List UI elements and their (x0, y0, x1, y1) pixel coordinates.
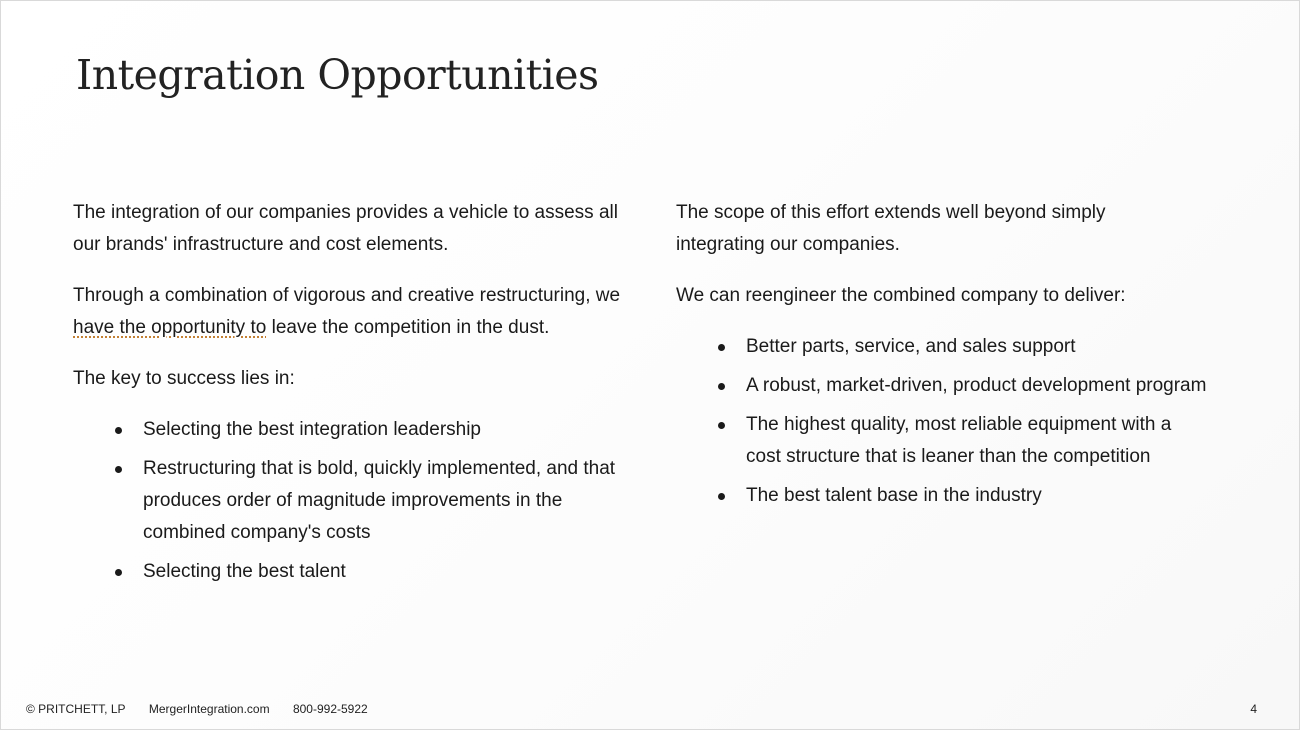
footer-website: MergerIntegration.com (148, 702, 270, 716)
left-paragraph-2 (73, 280, 633, 344)
slide-title: Integration Opportunities (76, 51, 599, 99)
right-paragraph-2: We can reengineer the combined company to deliver: (676, 285, 1126, 306)
right-paragraph-1: The scope of this effort extends well beyond simply integrating our companies. (676, 202, 1106, 255)
left-paragraph-3: The key to success lies in: (73, 368, 295, 389)
footer-copyright: © PRITCHETT, LP (26, 702, 126, 716)
footer (26, 702, 388, 716)
page-number: 4 (1250, 702, 1257, 716)
grammar-flagged-phrase[interactable]: have the opportunity to (73, 317, 267, 338)
list-item: Selecting the best integration leadership (143, 414, 633, 446)
right-column (676, 197, 1276, 519)
list-item: Better parts, service, and sales support (746, 331, 1266, 363)
left-column (73, 197, 633, 595)
list-item: The highest quality, most reliable equipment with a cost structure that is leaner than the competition (746, 409, 1206, 473)
left-paragraph-1: The integration of our companies provides a vehicle to assess all our brands' infrastructure and cost elements. (73, 202, 618, 255)
list-item: Restructuring that is bold, quickly implemented, and that produces order of magnitude improvements in the combined company's costs (143, 453, 633, 549)
footer-phone: 800-992-5922 (292, 702, 368, 716)
list-item: Selecting the best talent (143, 556, 633, 588)
list-item: A robust, market-driven, product development program (746, 370, 1266, 402)
left-paragraph-2-end: leave the competition in the dust. (266, 317, 550, 338)
left-paragraph-2-start: Through a combination of vigorous and creative restructuring, we (73, 285, 621, 306)
right-bullet-list (676, 331, 1266, 512)
left-bullet-list (73, 414, 633, 588)
list-item: The best talent base in the industry (746, 480, 1266, 512)
